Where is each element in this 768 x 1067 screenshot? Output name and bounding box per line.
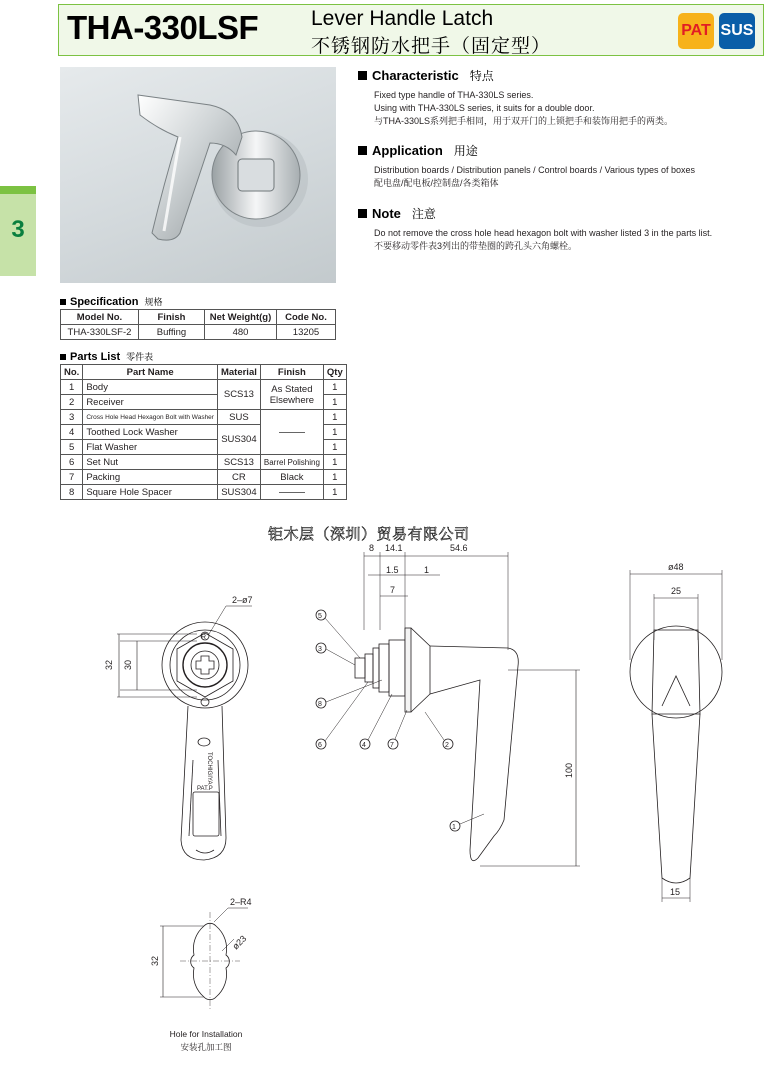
characteristic-line: 与THA-330LS系列把手相同，用于双开门的上锁把手和装饰用把手的两类。 [374, 116, 674, 126]
side-lever-body [430, 646, 518, 861]
balloon-6 [316, 682, 368, 749]
table-cell: THA-330LSF-2 [61, 325, 139, 340]
table-cell: 480 [205, 325, 277, 340]
model-number: THA-330LSF [67, 9, 259, 46]
front-lever-ridge-left [189, 760, 193, 836]
table-header-cell: Code No. [277, 310, 336, 325]
side-dim-100: 100 [564, 762, 574, 778]
chapter-number: 3 [11, 216, 25, 243]
side-dim-14: 14.1 [385, 543, 403, 553]
table-cell: 5 [61, 440, 83, 455]
leader-line [209, 606, 226, 634]
side-dim-54: 54.6 [450, 543, 468, 553]
table-cell: 3 [61, 410, 83, 425]
hole-letter-r: R [201, 634, 207, 641]
table-header-cell: Qty [323, 365, 346, 380]
parts-list-title: Parts List [70, 351, 121, 363]
front-dim-32: 32 [104, 659, 114, 670]
table-cell: 1 [323, 395, 346, 410]
hole-d-label: ø23 [230, 933, 249, 952]
front-lever-tip [196, 850, 214, 853]
right-body-ridge [662, 676, 690, 706]
right-dim-25: 25 [671, 586, 682, 596]
balloon-3 [316, 643, 355, 665]
balloon-label: 2 [445, 742, 449, 749]
table-cell: 2 [61, 395, 83, 410]
right-view [630, 562, 722, 902]
table-cell: Square Hole Spacer [83, 485, 218, 500]
table-cell: SUS304 [217, 485, 260, 500]
note-line: Do not remove the cross hole head hexagon bolt with washer listed 3 in the parts list. [374, 228, 713, 238]
characteristic-line: Using with THA-330LS series, it suits for a double door. [374, 103, 595, 113]
leader-line [326, 649, 355, 665]
table-cell: Cross Hole Head Hexagon Bolt with Washer [83, 410, 218, 425]
table-header-cell: Part Name [83, 365, 218, 380]
balloon-label: 8 [318, 701, 322, 708]
table-cell: 4 [61, 425, 83, 440]
hole-caption [150, 1028, 262, 1054]
side-dim-8: 8 [369, 543, 375, 553]
table-cell: Set Nut [83, 455, 218, 470]
balloon-5 [316, 610, 360, 658]
set-nut-side [365, 654, 373, 682]
table-header-cell: Model No. [61, 310, 139, 325]
leader-line [425, 712, 444, 740]
bolt-head [191, 651, 219, 679]
table-header-cell: Finish [139, 310, 205, 325]
parts-list-title-cn: 零件表 [126, 352, 154, 362]
specification-title-cn: 规格 [144, 297, 163, 307]
table-header-cell: No. [61, 365, 83, 380]
table-cell: As Stated Elsewhere [260, 380, 323, 410]
hole-caption-en: Hole for Installation [169, 1029, 243, 1039]
table-cell: 1 [323, 410, 346, 425]
right-flange-circle [630, 626, 722, 718]
table-cell: 1 [323, 455, 346, 470]
characteristic-line: Fixed type handle of THA-330LS series. [374, 90, 534, 100]
note-title-cn: 注意 [411, 207, 436, 221]
right-body-outline [652, 630, 700, 714]
table-cell: Black [260, 470, 323, 485]
front-dim-30: 30 [123, 659, 133, 670]
table-cell: 1 [323, 440, 346, 455]
balloon-4 [360, 694, 392, 749]
table-header-cell: Net Weight(g) [205, 310, 277, 325]
balloon-2 [425, 712, 453, 749]
balloon-8 [316, 680, 382, 708]
application-title: Application [372, 143, 443, 158]
leader-line [395, 710, 407, 739]
hole-r-label: 2–R4 [230, 897, 252, 907]
right-dim-48: ø48 [668, 562, 684, 572]
balloon-label: 3 [318, 646, 322, 653]
product-title-cn: 不锈钢防水把手（固定型） [311, 36, 552, 57]
balloon-label: 4 [362, 742, 366, 749]
table-cell: Receiver [83, 395, 218, 410]
table-cell: Barrel Polishing [260, 455, 323, 470]
table-cell: Toothed Lock Washer [83, 425, 218, 440]
application-line: 配电盘/配电板/控制盘/各类箱体 [374, 178, 499, 188]
lever-grip-recess [193, 792, 219, 836]
front-lever-ridge-right [218, 760, 221, 836]
product-title-en: Lever Handle Latch [311, 7, 494, 30]
front-brand-text: TOCHIGIYA [206, 752, 212, 785]
balloon-7 [388, 710, 407, 749]
front-hole-label: 2–ø7 [232, 595, 253, 605]
table-cell: 6 [61, 455, 83, 470]
table-cell: Body [83, 380, 218, 395]
packing-side [405, 628, 411, 712]
leader-line [326, 680, 382, 702]
table-cell: SUS [217, 410, 260, 425]
table-header-cell: Finish [260, 365, 323, 380]
table-cell: 1 [323, 470, 346, 485]
table-cell: Flat Washer [83, 440, 218, 455]
balloon-label: 5 [318, 613, 322, 620]
table-cell: Buffing [139, 325, 205, 340]
side-dim-1: 1 [424, 565, 430, 575]
body-flange-side [411, 628, 430, 712]
bolt-head-side [355, 658, 365, 678]
application-line: Distribution boards / Distribution panels / Control boards / Various types of boxes [374, 165, 695, 175]
table-cell: SUS304 [217, 425, 260, 455]
balloon-label: 6 [318, 742, 322, 749]
company-watermark: 钜木层（深圳）贸易有限公司 [268, 525, 470, 543]
balloon-label: 7 [390, 742, 394, 749]
side-view [316, 543, 580, 866]
table-cell: SCS13 [217, 455, 260, 470]
leader-line [325, 682, 368, 741]
table-header-cell: Material [217, 365, 260, 380]
table-cell: 1 [323, 485, 346, 500]
hole-dim-32: 32 [150, 955, 160, 966]
side-dim-1-5: 1.5 [386, 565, 399, 575]
side-dim-7: 7 [390, 585, 396, 595]
spacer-side [379, 644, 389, 692]
receiver-side [389, 640, 405, 696]
balloon-label: 1 [452, 824, 456, 831]
table-cell: CR [217, 470, 260, 485]
hole-caption-cn: 安装孔加工图 [180, 1042, 232, 1052]
specification-title: Specification [70, 296, 139, 308]
table-cell: 1 [323, 425, 346, 440]
mount-hole-bottom [201, 698, 209, 706]
brand-logo [198, 738, 210, 746]
table-cell: 7 [61, 470, 83, 485]
note-line: 不要移动零件表3列出的带垫圈的跨孔头六角螺栓。 [374, 241, 578, 251]
table-cell: 13205 [277, 325, 336, 340]
table-cell: SCS13 [217, 380, 260, 410]
front-view [104, 595, 253, 860]
leader-line [368, 694, 392, 740]
table-cell: 1 [323, 380, 346, 395]
characteristic-title-cn: 特点 [469, 69, 494, 83]
front-pat-text: PAT.P [197, 786, 213, 792]
table-cell: Packing [83, 470, 218, 485]
note-title: Note [372, 206, 401, 221]
application-title-cn: 用途 [453, 144, 478, 158]
installation-hole [150, 897, 252, 1010]
balloon-1 [450, 814, 484, 831]
pat-badge: PAT [678, 13, 714, 49]
sus-badge: SUS [719, 13, 755, 49]
leader-line [214, 908, 228, 922]
washer-side [373, 648, 379, 688]
right-lever-body [652, 714, 700, 883]
table-cell: 8 [61, 485, 83, 500]
leader-line [325, 618, 360, 658]
table-cell: 1 [61, 380, 83, 395]
right-dim-15: 15 [670, 887, 681, 897]
characteristic-title: Characteristic [372, 68, 459, 83]
